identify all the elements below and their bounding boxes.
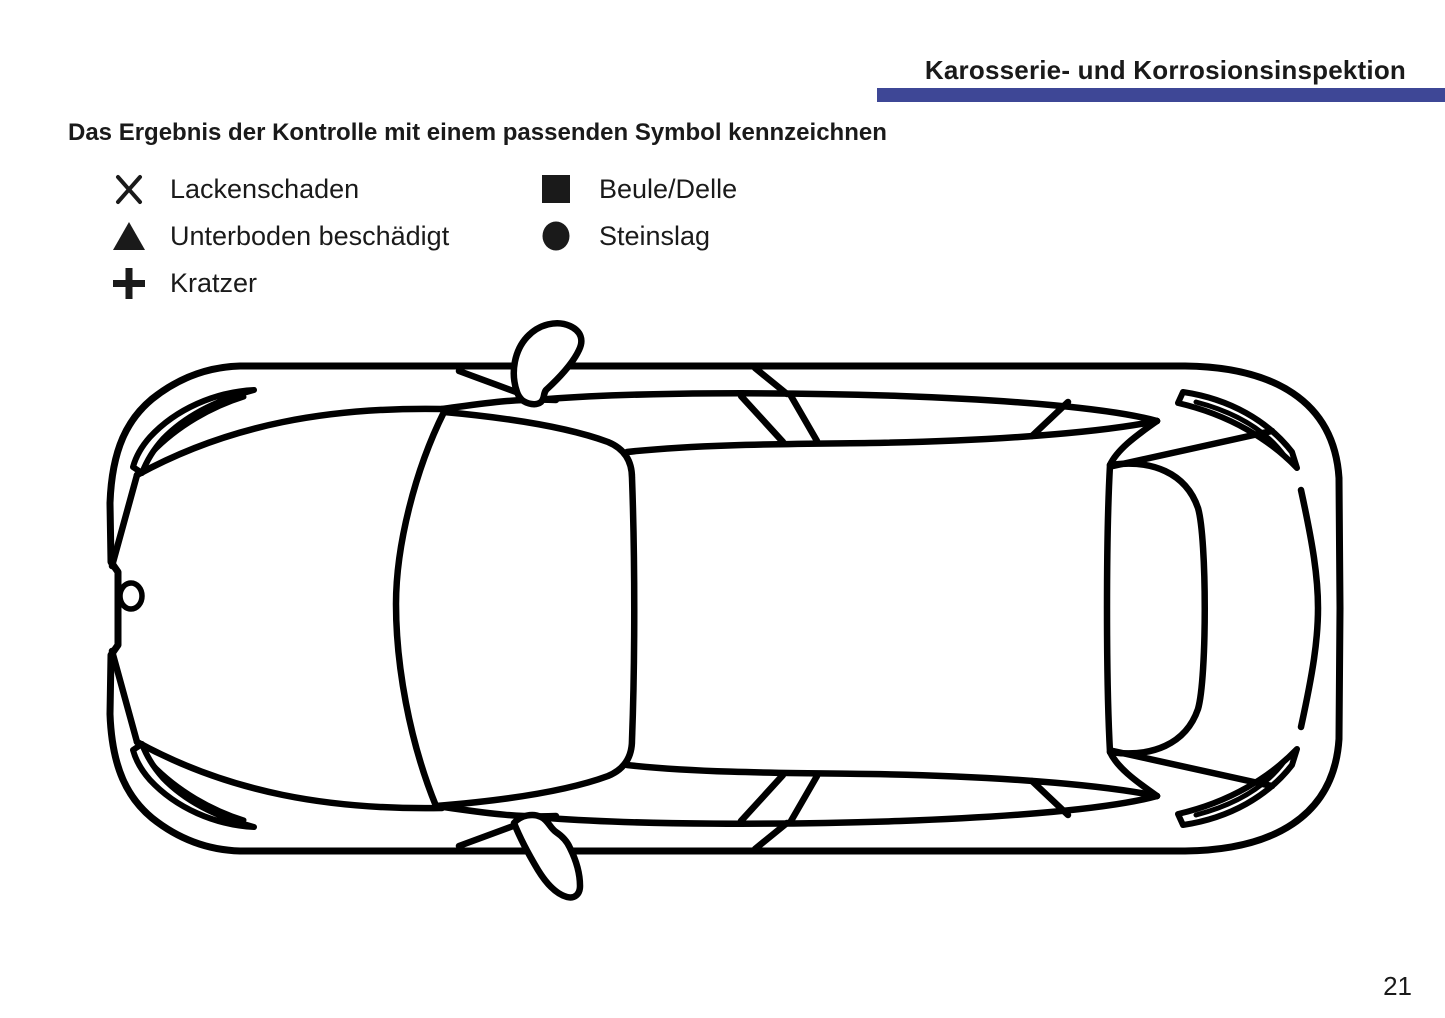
legend-label: Unterboden beschädigt <box>170 220 450 251</box>
b-pillar-top-front <box>741 396 783 442</box>
rear-window <box>1107 464 1205 754</box>
rear-bumper-seam <box>1301 490 1318 727</box>
a-pillar-bottom <box>459 825 516 846</box>
b-pillar-bottom-rear <box>791 776 817 821</box>
page-number: 21 <box>1383 971 1412 1001</box>
car-body-outline <box>110 366 1340 851</box>
belt-line-bottom <box>627 765 1157 796</box>
side-mirror-top <box>514 323 582 404</box>
windshield <box>396 412 634 806</box>
legend-label: Lackenschaden <box>170 173 360 204</box>
page-title: Karosserie- und Korrosionsinspektion <box>924 55 1406 85</box>
belt-line-top <box>627 421 1157 452</box>
legend-label: Beule/Delle <box>599 173 738 204</box>
a-pillar-top <box>459 371 516 392</box>
front-fascia-line-bottom <box>112 651 137 742</box>
b-pillar-bottom-front <box>741 775 783 821</box>
legend-label: Steinslag <box>599 220 711 251</box>
section-heading: Das Ergebnis der Kontrolle mit einem passenden Symbol kennzeichnen <box>68 119 887 146</box>
side-mirror-bottom <box>514 815 580 897</box>
front-emblem <box>120 583 142 609</box>
b-pillar-top-rear <box>791 396 817 441</box>
front-fascia-line-top <box>112 475 137 566</box>
legend-label: Kratzer <box>170 267 258 298</box>
